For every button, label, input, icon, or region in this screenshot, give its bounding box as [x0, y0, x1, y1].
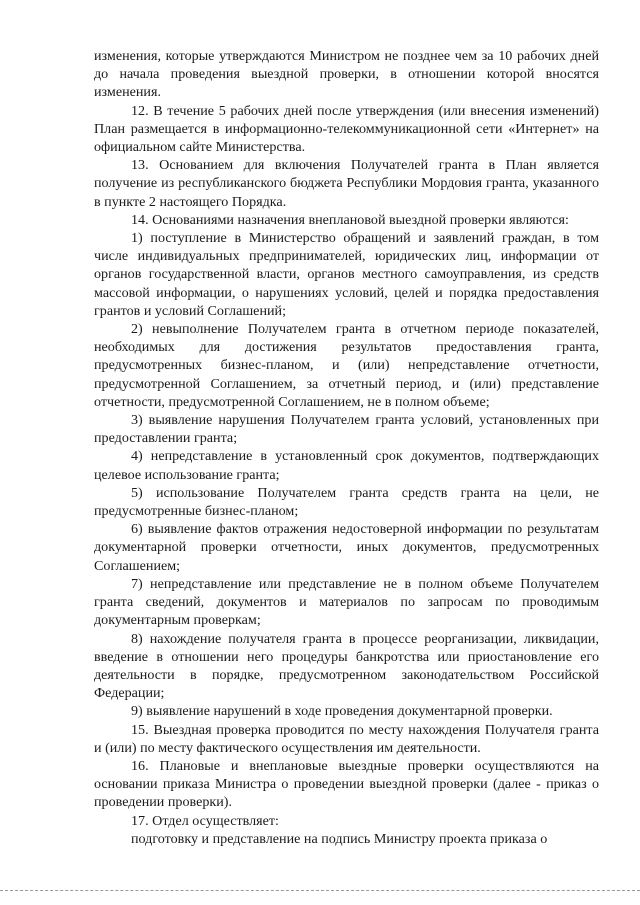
list-item-7: 7) непредставление или представление не в полном объеме Получателем гранта сведений, документов и материалов по запросам по проводимым документарным проверкам;	[94, 575, 599, 629]
paragraph-13: 13. Основанием для включения Получателей гранта в План является получение из республиканского бюджета Республики Мордовия гранта, указанного в пункте 2 настоящего Порядка.	[94, 157, 599, 210]
list-item-6: 6) выявление фактов отражения недостоверной информации по результатам документарной проверки отчетности, иных документов, предусмотренных Соглашением;	[94, 521, 599, 574]
paragraph-17: 17. Отдел осуществляет:	[131, 812, 279, 829]
list-item-3: 3) выявление нарушения Получателем гранта условий, установленных при предоставлении гранта;	[94, 412, 599, 447]
paragraph-17-continuation: подготовку и представление на подпись Министру проекта приказа о	[131, 830, 548, 847]
scan-edge-line	[0, 890, 640, 891]
list-item-4: 4) непредставление в установленный срок документов, подтверждающих целевое использование гранта;	[94, 448, 599, 483]
paragraph-12: 12. В течение 5 рабочих дней после утверждения (или внесения изменений) План размещается в информационно-телекоммуникационной сети «Интернет» на официальном сайте Министерства.	[94, 102, 599, 156]
paragraph-continuation: изменения, которые утверждаются Министром не позднее чем за 10 рабочих дней до начала проведения выездной проверки, в отношении которой вносятся изменения.	[94, 48, 599, 101]
paragraph-16: 16. Плановые и внеплановые выездные проверки осуществляются на основании приказа Министра о проведении выездной проверки (далее - приказ о проведении проверки).	[94, 757, 599, 811]
paragraph-15: 15. Выездная проверка проводится по месту нахождения Получателя гранта и (или) по месту фактического осуществления им деятельности.	[94, 721, 599, 756]
list-item-9: 9) выявление нарушений в ходе проведения документарной проверки.	[131, 703, 553, 720]
list-item-8: 8) нахождение получателя гранта в процессе реорганизации, ликвидации, введение в отношении него процедуры банкротства или приостановление его деятельности в порядке, предусмотренном законодательством Российской Федерации;	[94, 630, 599, 702]
document-body	[94, 47, 599, 848]
list-item-2: 2) невыполнение Получателем гранта в отчетном периоде показателей, необходимых для достижения результатов предоставления гранта, предусмотренных бизнес-планом, и (или) непредставление отчетности, предусмотренной Соглашением, за отчетный период, и (или) представление отчетности, предусмотренной Соглашением, не в полном объеме;	[94, 321, 599, 410]
paragraph-14: 14. Основаниями назначения внеплановой выездной проверки являются:	[131, 211, 569, 228]
list-item-5: 5) использование Получателем гранта средств гранта на цели, не предусмотренные бизнес-планом;	[94, 484, 599, 520]
list-item-1: 1) поступление в Министерство обращений и заявлений граждан, в том числе индивидуальных предпринимателей, юридических лиц, информации от органов государственной власти, органов местного самоуправления, из средств массовой информации, о нарушениях условий, целей и порядка предоставления грантов и условий Соглашений;	[94, 230, 599, 319]
